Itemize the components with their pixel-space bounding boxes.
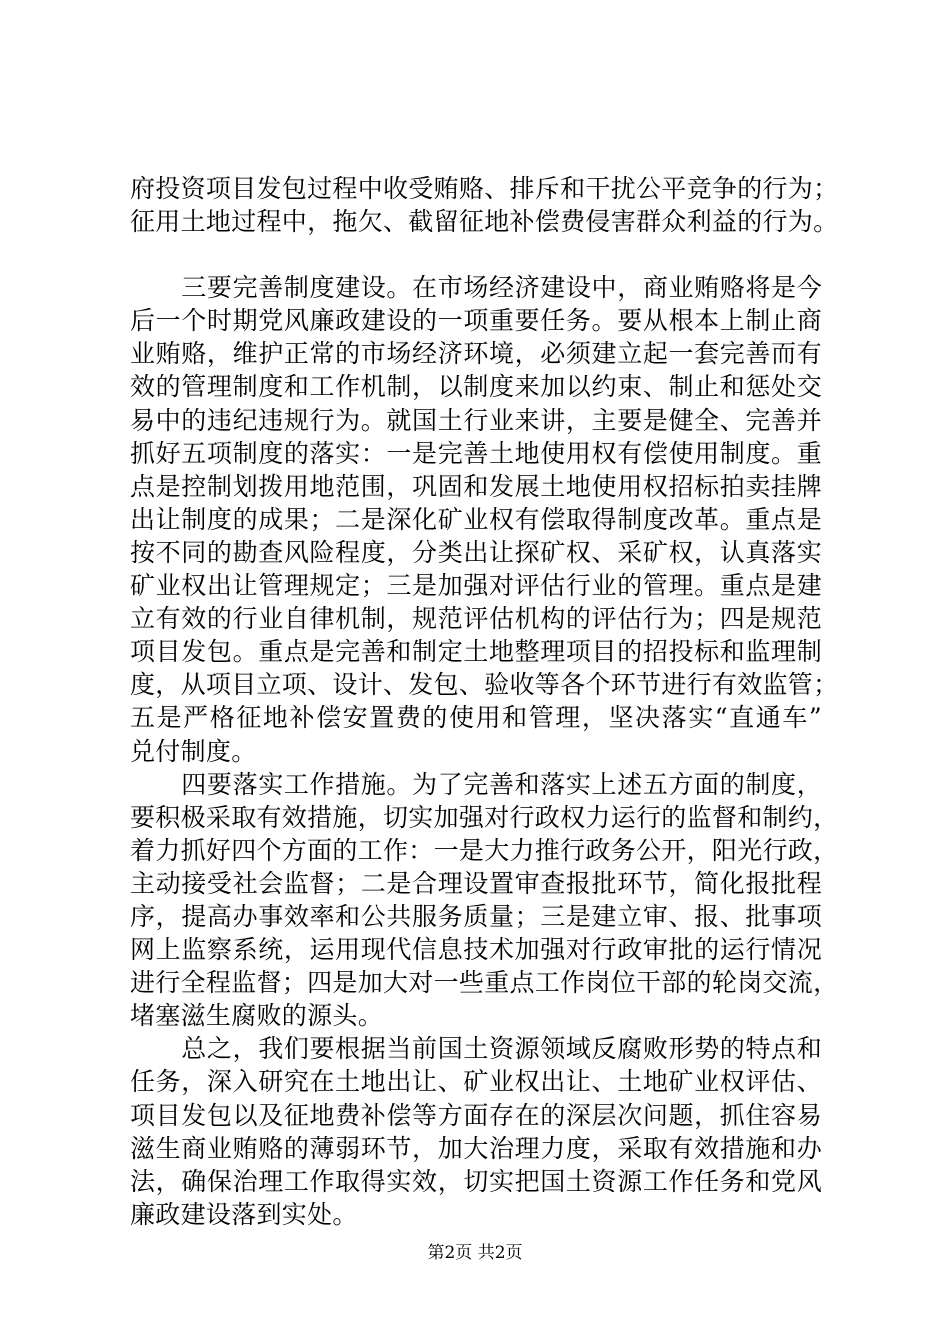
document-body: [130, 172, 839, 1231]
text-line: 业贿赂，维护正常的市场经济环境，必须建立起一套完善而有: [130, 339, 822, 369]
text-line: 矿业权出让管理规定；三是加强对评估行业的管理。重点是建: [130, 571, 822, 601]
text-line: 四要落实工作措施。为了完善和落实上述五方面的制度，: [130, 769, 822, 799]
text-line: 兑付制度。: [130, 736, 257, 766]
text-line: 总之，我们要根据当前国土资源领域反腐败形势的特点和: [130, 1034, 822, 1064]
text-line: 易中的违纪违规行为。就国土行业来讲，主要是健全、完善并: [130, 405, 822, 435]
text-line: 府投资项目发包过程中收受贿赂、排斥和干扰公平竞争的行为；: [130, 174, 839, 203]
text-line: 法，确保治理工作取得实效，切实把国土资源工作任务和党风: [130, 1166, 822, 1196]
text-line: 立有效的行业自律机制，规范评估机构的评估行为；四是规范: [130, 604, 822, 634]
text-line: 任务，深入研究在土地出让、矿业权出让、土地矿业权评估、: [130, 1067, 822, 1097]
text-line: 廉政建设落到实处。: [130, 1199, 358, 1229]
paragraph-spacer: [130, 238, 822, 271]
text-line: 序，提高办事效率和公共服务质量；三是建立审、报、批事项: [130, 901, 822, 931]
text-line: 五是严格征地补偿安置费的使用和管理，坚决落实“直通车”: [130, 703, 822, 733]
text-line: 度，从项目立项、设计、发包、验收等各个环节进行有效监管；: [130, 670, 839, 700]
text-line: 后一个时期党风廉政建设的一项重要任务。要从根本上制止商: [130, 306, 822, 336]
text-line: 要积极采取有效措施，切实加强对行政权力运行的监督和制约，: [130, 802, 839, 832]
text-line: 项目发包以及征地费补偿等方面存在的深层次问题，抓住容易: [130, 1100, 822, 1130]
text-line: 网上监察系统，运用现代信息技术加强对行政审批的运行情况: [130, 935, 822, 965]
paragraph-work-measures: [130, 768, 839, 1033]
text-line: 项目发包。重点是完善和制定土地整理项目的招投标和监理制: [130, 637, 822, 667]
text-line: 征用土地过程中，拖欠、截留征地补偿费侵害群众利益的行为。: [130, 207, 839, 237]
text-line: 出让制度的成果；二是深化矿业权有偿取得制度改革。重点是: [130, 504, 822, 534]
text-line: 三要完善制度建设。在市场经济建设中，商业贿赂将是今: [130, 273, 822, 303]
text-line: 进行全程监督；四是加大对一些重点工作岗位干部的轮岗交流，: [130, 968, 839, 998]
page-number-footer: 第2页 共2页: [427, 1243, 523, 1263]
text-line: 堵塞滋生腐败的源头。: [130, 1001, 384, 1031]
paragraph-system-building: [130, 271, 839, 767]
text-line: 按不同的勘查风险程度，分类出让探矿权、采矿权，认真落实: [130, 537, 822, 567]
text-line: 滋生商业贿赂的薄弱环节，加大治理力度，采取有效措施和办: [130, 1133, 822, 1163]
text-line: 抓好五项制度的落实：一是完善土地使用权有偿使用制度。重: [130, 438, 822, 468]
text-line: 点是控制划拨用地范围，巩固和发展土地使用权招标拍卖挂牌: [130, 471, 822, 501]
text-line: 着力抓好四个方面的工作：一是大力推行政务公开，阳光行政，: [130, 835, 839, 865]
paragraph-conclusion: [130, 1032, 822, 1231]
text-line: 效的管理制度和工作机制，以制度来加以约束、制止和惩处交: [130, 372, 822, 402]
paragraph-continuation: [130, 172, 839, 238]
text-line: 主动接受社会监督；二是合理设置审查报批环节，简化报批程: [130, 868, 822, 898]
